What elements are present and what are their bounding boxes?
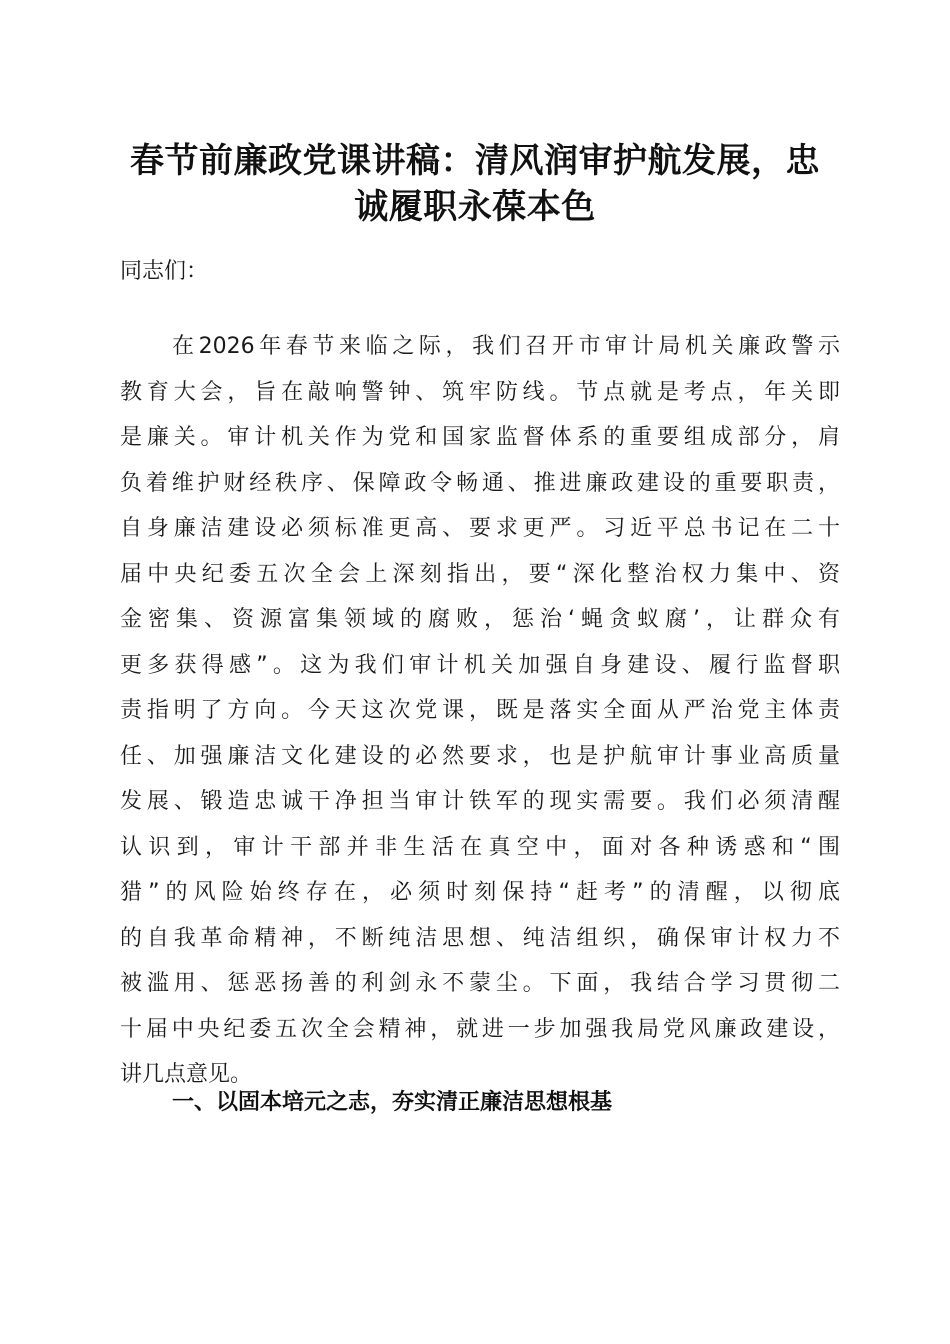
- paragraph-line: 发展、锻造忠诚干净担当审计铁军的现实需要。我们必须清醒: [120, 789, 840, 814]
- paragraph-line: 更多获得感”。这为我们审计机关加强自身建设、履行监督职: [120, 652, 840, 678]
- paragraph-line: 讲几点意见。: [120, 1062, 253, 1087]
- paragraph-line: 是廉关。审计机关作为党和国家监督体系的重要组成部分，肩: [120, 425, 840, 450]
- title-line-2: 诚履职永葆本色: [354, 187, 596, 227]
- paragraph-line: 认识到，审计干部并非生活在真空中，面对各种诱惑和“围: [120, 834, 840, 860]
- paragraph-line: 在2026年春节来临之际，我们召开市审计局机关廉政警示: [172, 334, 840, 359]
- paragraph-line: 金密集、资源富集领域的腐败，惩治‘蝇贪蚁腐’，让群众有: [120, 607, 840, 632]
- section-heading-1: 一、以固本培元之志，夯实清正廉洁思想根基: [172, 1090, 613, 1115]
- paragraph-line: 届中央纪委五次全会上深刻指出，要“深化整治权力集中、资: [120, 561, 840, 587]
- salutation: 同志们：: [120, 259, 209, 284]
- paragraph-line: 的自我革命精神，不断纯洁思想、纯洁组织，确保审计权力不: [120, 925, 840, 951]
- paragraph-line: 自身廉洁建设必须标准更高、要求更严。习近平总书记在二十: [120, 516, 840, 541]
- paragraph-line: 任、加强廉洁文化建设的必然要求，也是护航审计事业高质量: [120, 743, 840, 769]
- document-title: [100, 138, 850, 230]
- paragraph-line: 责指明了方向。今天这次党课，既是落实全面从严治党主体责: [120, 698, 840, 723]
- paragraph-line: 猎”的风险始终存在，必须时刻保持“赶考”的清醒，以彻底: [120, 880, 840, 905]
- paragraph-line: 教育大会，旨在敲响警钟、筑牢防线。节点就是考点，年关即: [120, 379, 840, 405]
- title-line-1: 春节前廉政党课讲稿：清风润审护航发展，忠: [130, 141, 820, 181]
- opening-paragraph: [120, 324, 840, 1098]
- paragraph-line: 被滥用、惩恶扬善的利剑永不蒙尘。下面，我结合学习贯彻二: [120, 971, 840, 996]
- paragraph-line: 十届中央纪委五次全会精神，就进一步加强我局党风廉政建设，: [120, 1016, 840, 1042]
- paragraph-line: 负着维护财经秩序、保障政令畅通、推进廉政建设的重要职责，: [120, 470, 840, 496]
